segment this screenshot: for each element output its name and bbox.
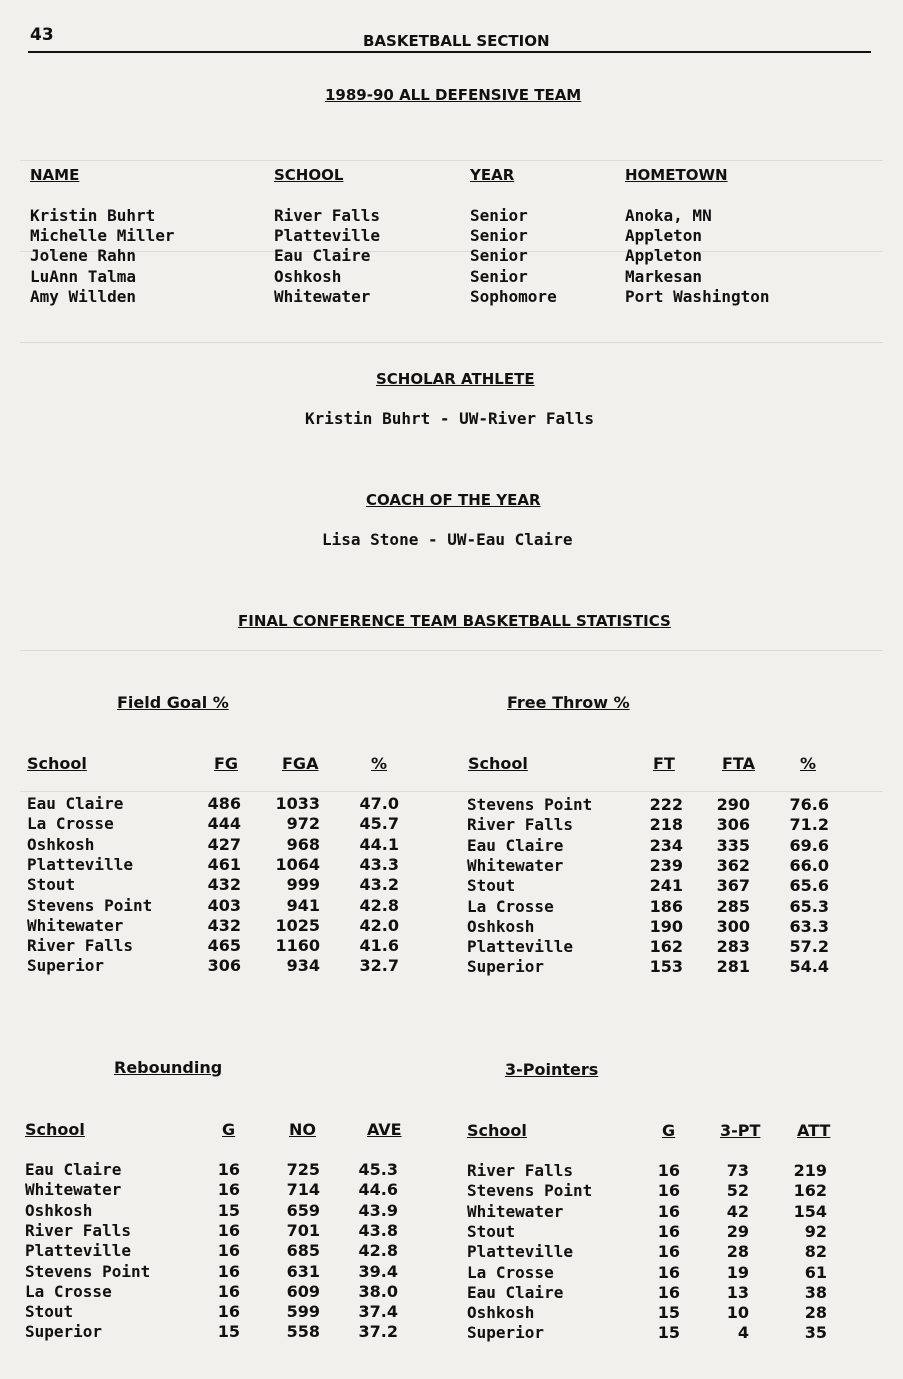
fg-pct-value: 42.8	[359, 895, 399, 915]
player-hometown: Anoka, MN	[625, 206, 712, 225]
ft-pct-value: 69.6	[789, 835, 829, 855]
ft-value: 218	[649, 815, 683, 835]
col-header-no: NO	[289, 1120, 316, 1139]
school-name: Stout	[27, 875, 76, 895]
col-header-school: School	[27, 754, 87, 773]
school-name: Eau Claire	[27, 794, 124, 813]
fta-value: 306	[716, 815, 750, 835]
games-value: 15	[217, 1200, 240, 1220]
ft-value: 234	[649, 835, 683, 855]
field-goal-title: Field Goal %	[117, 693, 229, 712]
games-value: 16	[217, 1302, 240, 1322]
school-name: Whitewater	[467, 1201, 564, 1221]
player-year: Senior	[470, 246, 528, 265]
header-rule	[28, 51, 871, 53]
three-pt-made-value: 13	[726, 1282, 749, 1302]
player-hometown: Markesan	[625, 267, 703, 286]
rebounds-value: 609	[286, 1281, 320, 1301]
games-value: 16	[657, 1242, 680, 1262]
col-header-school: School	[25, 1120, 85, 1139]
fga-value: 1160	[275, 936, 320, 956]
ft-value: 190	[649, 916, 683, 936]
fg-pct-value: 32.7	[359, 956, 399, 976]
games-value: 16	[217, 1281, 240, 1301]
three-pt-made-value: 10	[726, 1303, 749, 1323]
fg-value: 486	[207, 794, 241, 813]
school-name: La Crosse	[467, 896, 554, 916]
games-value: 16	[657, 1181, 680, 1201]
school-name: Oshkosh	[467, 1303, 535, 1323]
rebound-avg-value: 45.3	[358, 1160, 398, 1179]
rebounds-value: 631	[286, 1261, 320, 1281]
rebounds-value: 558	[286, 1322, 320, 1342]
three-pt-att-value: 92	[804, 1221, 827, 1241]
coach-of-year-name: Lisa Stone - UW-Eau Claire	[322, 530, 573, 549]
player-hometown: Port Washington	[625, 287, 770, 306]
bleed-through-texture	[20, 140, 883, 500]
rebounds-value: 599	[286, 1302, 320, 1322]
school-name: Oshkosh	[467, 916, 535, 936]
three-pt-att-value: 28	[804, 1303, 827, 1323]
fg-value: 432	[207, 915, 241, 935]
fg-value: 427	[207, 834, 241, 854]
fta-value: 335	[716, 835, 750, 855]
ft-pct-value: 65.6	[789, 876, 829, 896]
fta-value: 283	[716, 937, 750, 957]
ft-pct-value: 57.2	[789, 937, 829, 957]
school-name: Platteville	[467, 1242, 573, 1262]
school-name: Oshkosh	[25, 1200, 93, 1220]
school-name: River Falls	[467, 815, 573, 835]
fg-value: 465	[207, 936, 241, 956]
rebounds-value: 659	[286, 1200, 320, 1220]
three-pt-att-value: 61	[804, 1262, 827, 1282]
three-pt-made-value: 73	[726, 1161, 749, 1180]
school-name: La Crosse	[27, 814, 114, 834]
coach-of-year-title: COACH OF THE YEAR	[366, 491, 541, 509]
three-pt-att-value: 35	[804, 1323, 827, 1343]
games-value: 15	[657, 1323, 680, 1343]
school-name: Platteville	[27, 854, 133, 874]
fga-value: 972	[286, 814, 320, 834]
fg-value: 444	[207, 814, 241, 834]
three-pt-att-value: 38	[804, 1282, 827, 1302]
rebound-avg-value: 37.2	[358, 1322, 398, 1342]
rebound-avg-value: 38.0	[358, 1281, 398, 1301]
school-name: River Falls	[467, 1161, 573, 1180]
three-pt-made-value: 4	[737, 1323, 749, 1343]
ft-pct-value: 76.6	[789, 795, 829, 814]
school-name: Stout	[467, 1221, 516, 1241]
player-year: Senior	[470, 267, 528, 286]
ft-value: 153	[649, 957, 683, 977]
fg-value: 432	[207, 875, 241, 895]
three-pt-made-value: 42	[726, 1201, 749, 1221]
rebound-avg-value: 43.9	[358, 1200, 398, 1220]
school-name: River Falls	[27, 936, 133, 956]
school-name: Whitewater	[27, 915, 124, 935]
school-name: Superior	[25, 1322, 103, 1342]
player-name: LuAnn Talma	[30, 267, 136, 286]
games-value: 16	[657, 1282, 680, 1302]
rebounds-value: 685	[286, 1241, 320, 1261]
scholar-athlete-title: SCHOLAR ATHLETE	[376, 370, 535, 388]
games-value: 15	[217, 1322, 240, 1342]
fta-value: 285	[716, 896, 750, 916]
col-header-year: YEAR	[470, 166, 515, 184]
rebounds-value: 714	[286, 1180, 320, 1200]
rebounds-value: 725	[286, 1160, 320, 1179]
school-name: Whitewater	[467, 855, 564, 875]
col-header-ave: AVE	[367, 1120, 402, 1139]
fg-value: 461	[207, 854, 241, 874]
school-name: La Crosse	[25, 1281, 112, 1301]
school-name: Stevens Point	[27, 895, 153, 915]
rebound-avg-value: 43.8	[358, 1220, 398, 1240]
player-hometown: Appleton	[625, 246, 703, 265]
fga-value: 1064	[275, 854, 320, 874]
ft-value: 186	[649, 896, 683, 916]
player-name: Amy Willden	[30, 287, 136, 306]
fga-value: 1033	[275, 794, 320, 813]
games-value: 16	[217, 1220, 240, 1240]
col-header-school: School	[467, 1121, 527, 1140]
school-name: Stevens Point	[25, 1261, 151, 1281]
col-header-ft: FT	[653, 754, 675, 773]
school-name: Stevens Point	[467, 795, 593, 814]
fga-value: 934	[286, 956, 320, 976]
player-name: Jolene Rahn	[30, 246, 136, 265]
player-school: Oshkosh	[274, 267, 342, 286]
col-header-pct: %	[800, 754, 817, 773]
ft-pct-value: 71.2	[789, 815, 829, 835]
games-value: 16	[657, 1221, 680, 1241]
col-header-att: ATT	[797, 1121, 831, 1140]
col-header-fg: FG	[214, 754, 239, 773]
fta-value: 367	[716, 876, 750, 896]
three-pt-att-value: 162	[793, 1181, 827, 1201]
fta-value: 300	[716, 916, 750, 936]
page-number: 43	[30, 25, 54, 45]
rebounds-value: 701	[286, 1220, 320, 1240]
col-header-school: SCHOOL	[274, 166, 344, 184]
fta-value: 362	[716, 855, 750, 875]
player-year: Sophomore	[470, 287, 557, 306]
free-throw-title: Free Throw %	[507, 693, 630, 712]
rebounding-title: Rebounding	[114, 1058, 223, 1077]
school-name: Superior	[27, 956, 105, 976]
school-name: Stevens Point	[467, 1181, 593, 1201]
rebound-avg-value: 44.6	[358, 1180, 398, 1200]
fg-pct-value: 47.0	[359, 794, 399, 813]
ft-pct-value: 66.0	[789, 855, 829, 875]
games-value: 16	[217, 1180, 240, 1200]
player-hometown: Appleton	[625, 226, 703, 245]
fta-value: 281	[716, 957, 750, 977]
school-name: Stout	[25, 1302, 74, 1322]
ft-value: 222	[649, 795, 683, 814]
fg-pct-value: 42.0	[359, 915, 399, 935]
three-pt-att-value: 154	[793, 1201, 827, 1221]
school-name: Eau Claire	[467, 835, 564, 855]
col-header-g: G	[222, 1120, 236, 1139]
games-value: 16	[217, 1261, 240, 1281]
ft-pct-value: 63.3	[789, 916, 829, 936]
col-header-pct: %	[371, 754, 388, 773]
games-value: 16	[657, 1161, 680, 1180]
ft-pct-value: 54.4	[789, 957, 829, 977]
ft-value: 239	[649, 855, 683, 875]
three-pt-made-value: 28	[726, 1242, 749, 1262]
fga-value: 1025	[275, 915, 320, 935]
school-name: Eau Claire	[467, 1282, 564, 1302]
col-header-fta: FTA	[722, 754, 755, 773]
games-value: 16	[217, 1241, 240, 1261]
player-school: Whitewater	[274, 287, 371, 306]
rebound-avg-value: 42.8	[358, 1241, 398, 1261]
fga-value: 941	[286, 895, 320, 915]
three-pt-made-value: 52	[726, 1181, 749, 1201]
fg-pct-value: 44.1	[359, 834, 399, 854]
player-name: Kristin Buhrt	[30, 206, 156, 225]
col-header-g: G	[662, 1121, 676, 1140]
col-header-3pt: 3-PT	[720, 1121, 761, 1140]
school-name: Platteville	[25, 1241, 131, 1261]
fga-value: 968	[286, 834, 320, 854]
games-value: 15	[657, 1303, 680, 1323]
games-value: 16	[657, 1262, 680, 1282]
player-school: Eau Claire	[274, 246, 371, 265]
fg-pct-value: 45.7	[359, 814, 399, 834]
rebound-avg-value: 37.4	[358, 1302, 398, 1322]
col-header-fga: FGA	[282, 754, 319, 773]
team-stats-title: FINAL CONFERENCE TEAM BASKETBALL STATISTICS	[238, 612, 671, 630]
games-value: 16	[217, 1160, 240, 1179]
games-value: 16	[657, 1201, 680, 1221]
scholar-athlete-name: Kristin Buhrt - UW-River Falls	[305, 409, 594, 428]
school-name: La Crosse	[467, 1262, 554, 1282]
col-header-hometown: HOMETOWN	[625, 166, 728, 184]
school-name: Eau Claire	[25, 1160, 122, 1179]
three-pt-made-value: 29	[726, 1221, 749, 1241]
school-name: Whitewater	[25, 1180, 122, 1200]
fta-value: 290	[716, 795, 750, 814]
player-school: River Falls	[274, 206, 380, 225]
ft-value: 162	[649, 937, 683, 957]
fg-value: 403	[207, 895, 241, 915]
player-school: Platteville	[274, 226, 380, 245]
school-name: Stout	[467, 876, 516, 896]
ft-value: 241	[649, 876, 683, 896]
school-name: Oshkosh	[27, 834, 95, 854]
player-name: Michelle Miller	[30, 226, 175, 245]
player-year: Senior	[470, 226, 528, 245]
col-header-name: NAME	[30, 166, 80, 184]
ft-pct-value: 65.3	[789, 896, 829, 916]
player-year: Senior	[470, 206, 528, 225]
rebound-avg-value: 39.4	[358, 1261, 398, 1281]
fg-value: 306	[207, 956, 241, 976]
section-title: BASKETBALL SECTION	[363, 32, 550, 50]
fg-pct-value: 43.2	[359, 875, 399, 895]
fg-pct-value: 43.3	[359, 854, 399, 874]
school-name: Platteville	[467, 937, 573, 957]
three-pt-made-value: 19	[726, 1262, 749, 1282]
three-pt-att-value: 219	[793, 1161, 827, 1180]
school-name: Superior	[467, 1323, 545, 1343]
col-header-school: School	[468, 754, 528, 773]
school-name: Superior	[467, 957, 545, 977]
school-name: River Falls	[25, 1220, 131, 1240]
fg-pct-value: 41.6	[359, 936, 399, 956]
defensive-team-title: 1989-90 ALL DEFENSIVE TEAM	[325, 86, 582, 104]
three-pt-att-value: 82	[804, 1242, 827, 1262]
three-pointers-title: 3-Pointers	[505, 1060, 599, 1079]
fga-value: 999	[286, 875, 320, 895]
